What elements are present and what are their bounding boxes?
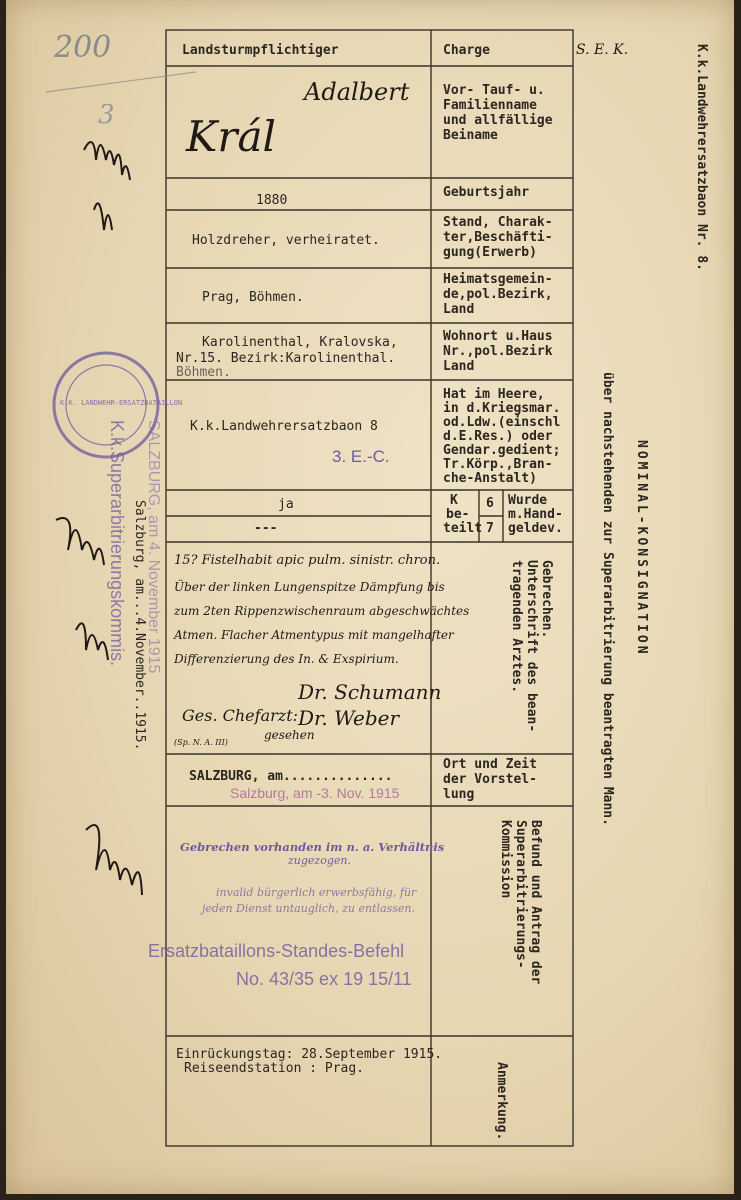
served-label-2: in d.Kriegsmar.	[443, 401, 561, 416]
chefarzt-signature: Dr. Weber	[298, 706, 400, 730]
commission-stamp-3: SALZBURG, am 4. November 1915	[145, 420, 162, 674]
finding-label	[498, 820, 543, 1020]
residence-line-2: Nr.15. Bezirk:Karolinenthal.	[176, 351, 396, 366]
served-label-6: Tr.Körp.,Bran-	[443, 457, 553, 472]
medical-label-3: tragenden Arztes.	[509, 560, 524, 694]
handgeld-label-3: geldev.	[508, 521, 563, 536]
round-stamp-text: K.K. LANDWEHR-ERSATZBATAILLON	[60, 399, 183, 407]
served-label-7: che-Anstalt)	[443, 471, 537, 486]
header-charge-col: Charge	[443, 43, 490, 58]
handgeld-label-1: Wurde	[508, 493, 548, 508]
medical-line-5: Differenzierung des In. & Exspirium.	[174, 652, 399, 666]
served-label-1: Hat im Heere,	[443, 387, 545, 402]
finding-stamp-3b: No. 43/35 ex 19 15/11	[236, 969, 412, 989]
top-right-mark: S. E. K.	[576, 42, 629, 58]
given-name: Adalbert	[304, 78, 410, 106]
document-sheet	[6, 0, 734, 1194]
home-label-2: de,pol.Bezirk,	[443, 287, 553, 302]
place-label-3: lung	[443, 787, 475, 802]
place-label-2: der Vorstel-	[443, 772, 537, 787]
residence-line-1: Karolinenthal, Kralovska,	[202, 335, 398, 350]
doctor-signature: Dr. Schumann	[298, 680, 442, 704]
medical-line-2: Über der linken Lungenspitze Dämpfung bis	[174, 580, 445, 594]
unit-title: K.k.Landwehrersatzbaon Nr. 8.	[694, 44, 709, 271]
residence-line-3: Böhmen.	[176, 365, 231, 380]
residence-label-2: Nr.,pol.Bezirk	[443, 344, 553, 359]
pencil-note-top: 200	[54, 30, 112, 65]
k-label-1: K	[450, 493, 458, 508]
document-title: NOMINAL-KONSIGNATION	[634, 440, 649, 657]
k-num-6: 6	[486, 496, 494, 511]
k-label-3: teilt	[443, 521, 483, 536]
chefarzt-note: gesehen	[264, 728, 315, 742]
commission-stamp-1: K.k.Superarbitrierungskommis.	[107, 420, 127, 667]
medical-label-1: Gebrechen.	[539, 560, 554, 639]
family-name: Král	[186, 112, 276, 161]
residence-label-3: Land	[443, 359, 475, 374]
place-label-1: Ort und Zeit	[443, 757, 537, 772]
finding-stamp-1b: zugezogen.	[288, 854, 351, 867]
small-note: (Sp. N. A. III)	[174, 738, 228, 747]
served-stamp: 3. E.-C.	[332, 447, 390, 466]
finding-stamp-2b: jeden Dienst untauglich, zu entlassen.	[202, 902, 415, 915]
k-num-7: 7	[486, 521, 494, 536]
ja-value: ja	[278, 497, 294, 512]
place-value: SALZBURG, am..............	[189, 769, 393, 784]
medical-line-1: 15? Fistelhabit apic pulm. sinistr. chron.	[174, 553, 441, 568]
name-label-4: Beiname	[443, 128, 498, 143]
home-label-1: Heimatsgemein-	[443, 272, 553, 287]
signature-scribbles	[56, 142, 142, 895]
handgeld-label-2: m.Hand-	[508, 507, 563, 522]
remark-line-2: Reiseendstation : Prag.	[184, 1061, 365, 1076]
remark-line-1: Einrückungstag: 28.September 1915.	[176, 1047, 443, 1062]
name-label-3: und allfällige	[443, 113, 553, 128]
medical-label-2: Unterschrift des bean-	[524, 560, 539, 733]
home-label-3: Land	[443, 302, 475, 317]
finding-label-3: Kommission	[498, 820, 513, 899]
name-label-2: Familienname	[443, 98, 537, 113]
document-subtitle: über nachstehenden zur Superarbitrierung beantragten Mann.	[600, 372, 615, 826]
served-label-5: Gendar.gedient;	[443, 443, 561, 458]
occupation-label-3: gung(Erwerb)	[443, 245, 537, 260]
finding-label-1: Befund und Antrag der	[528, 820, 543, 985]
finding-stamp-3: Ersatzbataillons-Standes-Befehl	[148, 941, 405, 961]
home-town: Prag, Böhmen.	[202, 290, 304, 305]
dashes-value: ---	[254, 521, 278, 536]
served-unit: K.k.Landwehrersatzbaon 8	[190, 419, 378, 434]
chefarzt-label: Ges. Chefarzt:	[182, 706, 299, 725]
finding-stamp-1: Gebrechen vorhanden im n. a. Verhältnis	[180, 840, 445, 854]
medical-line-4: Atmen. Flacher Atmentypus mit mangelhafter	[174, 628, 454, 642]
medical-line-3: zum 2ten Rippenzwischenraum abgeschwächtes	[174, 604, 470, 618]
finding-stamp-2: invalid bürgerlich erwerbsfähig, für	[216, 886, 417, 899]
served-label-3: od.Ldw.(einschl	[443, 415, 561, 430]
k-label-2: be-	[446, 507, 470, 522]
occupation-label-1: Stand, Charak-	[443, 215, 553, 230]
header-name-col: Landsturmpflichtiger	[182, 43, 339, 58]
occupation: Holzdreher, verheiratet.	[192, 233, 380, 248]
commission-stamp-2: Salzburg, am...4.November..1915.	[132, 500, 147, 751]
residence-label-1: Wohnort u.Haus	[443, 329, 553, 344]
served-label-4: d.E.Res.) oder	[443, 429, 553, 444]
finding-label-2: Superarbitrierungs-	[513, 820, 528, 969]
name-label-1: Vor- Tauf- u.	[443, 83, 545, 98]
birth-label: Geburtsjahr	[443, 185, 530, 200]
pencil-note-mid: 3	[98, 100, 115, 130]
occupation-label-2: ter,Beschäfti-	[443, 230, 553, 245]
place-stamp: Salzburg, am -3. Nov. 1915	[230, 785, 400, 801]
birth-year: 1880	[256, 193, 288, 208]
medical-label	[509, 560, 554, 750]
remark-label: Anmerkung.	[494, 1062, 509, 1141]
